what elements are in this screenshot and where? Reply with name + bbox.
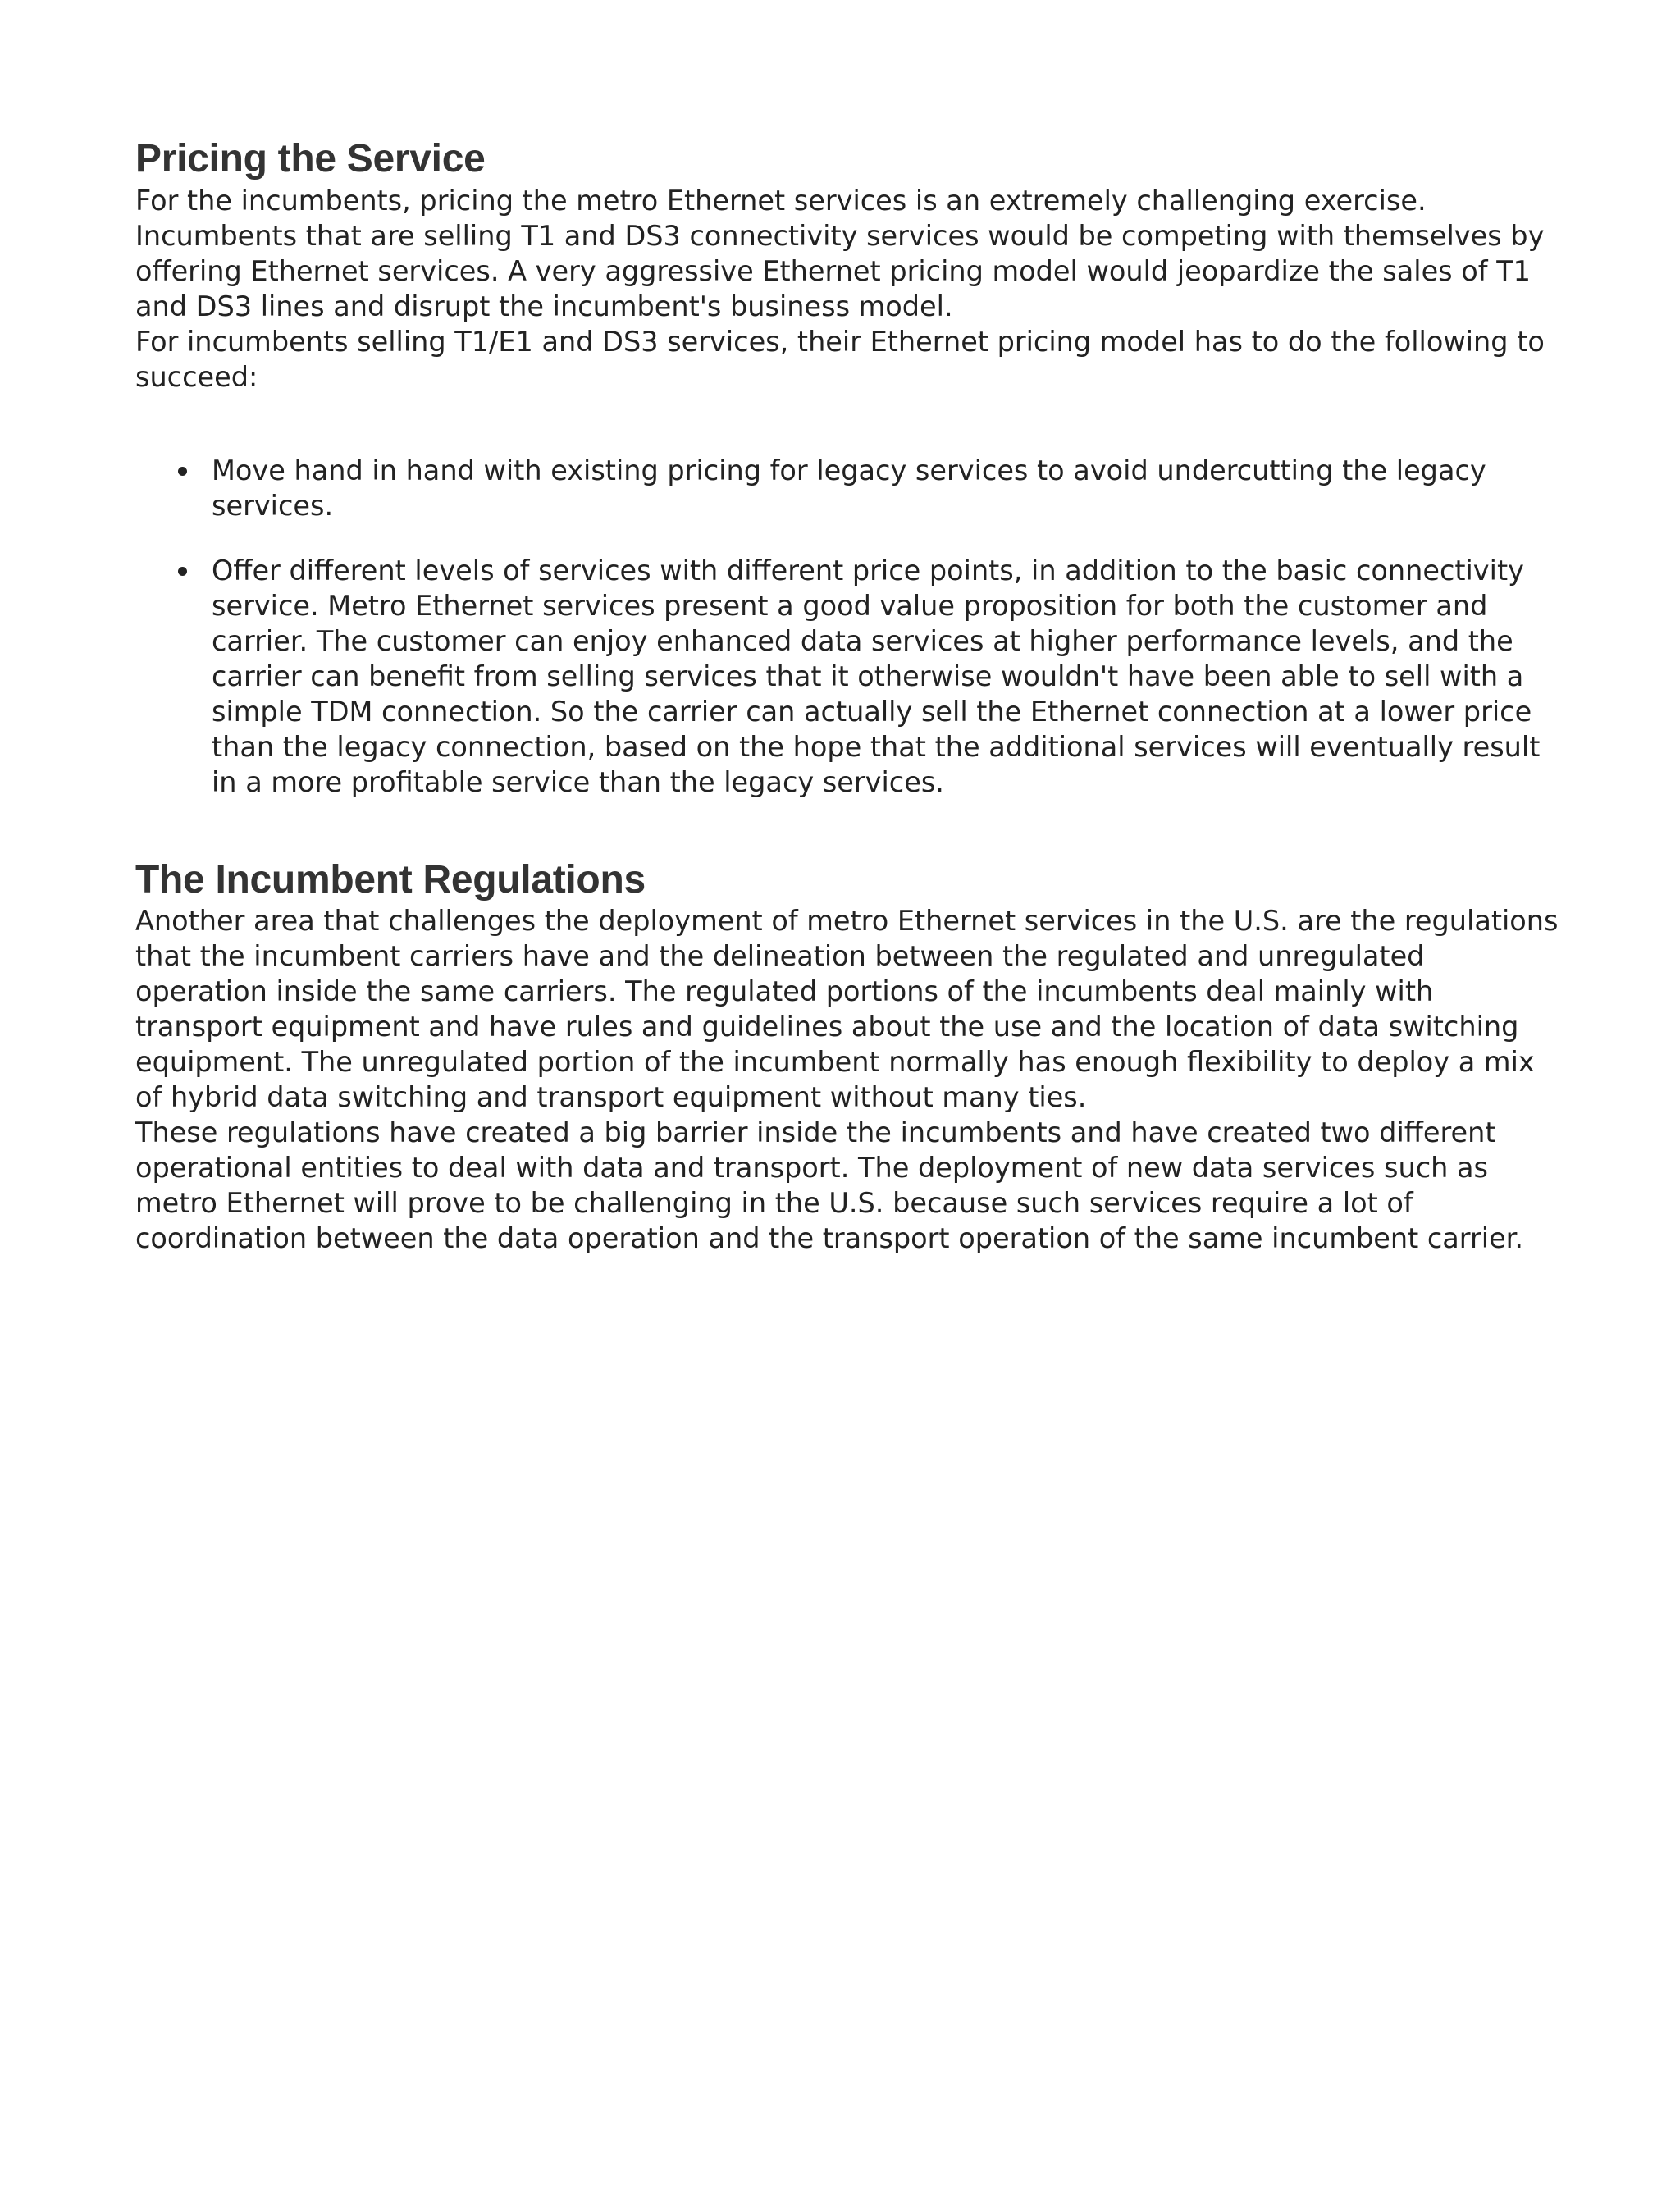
paragraph: These regulations have created a big barrier inside the incumbents and have created two different operational entities to deal with data and transport. The deployment of new data services such as metro Ethernet will prove to be challenging in the U.S. because such services require a lot of coordination between the data operation and the transport operation of the same incumbent carrier. (135, 1116, 1524, 1255)
paragraph: For incumbents selling T1/E1 and DS3 services, their Ethernet pricing model has to do the following to succeed: (135, 325, 1545, 393)
list-item-text: Offer different levels of services with different price points, in addition to the basic connectivity service. Metro Ethernet services present a good value proposition for both the customer and carrier. The customer can enjoy enhanced data services at higher performance levels, and the carrier can benefit from selling services that it otherwise wouldn't have been able to sell with a simple TDM connection. So the carrier can actually sell the Ethernet connection at a lower price than the legacy connection, based on the hope that the additional services will eventually result in a more profitable service than the legacy services. (212, 554, 1541, 798)
list-item (135, 453, 1563, 523)
list-item (135, 553, 1563, 800)
section-heading-regulations: The Incumbent Regulations (135, 857, 646, 902)
section-heading-wrapper (135, 856, 1563, 904)
paragraph: Another area that challenges the deployment of metro Ethernet services in the U.S. are the regulations that the incumbent carriers have and the delineation between the regulated and unregulated operation inside the same carriers. The regulated portions of the incumbents deal mainly with transport equipment and have rules and guidelines about the use and the location of data switching equipment. The unregulated portion of the incumbent normally has enough flexibility to deploy a mix of hybrid data switching and transport equipment without many ties. (135, 905, 1559, 1114)
bullet-icon (178, 567, 187, 576)
bullet-icon (178, 467, 187, 476)
bullet-list (135, 453, 1563, 800)
section-heading-pricing: Pricing the Service (135, 137, 486, 180)
document-page (135, 135, 1563, 1256)
list-item-text: Move hand in hand with existing pricing for legacy services to avoid undercutting the legacy services. (212, 454, 1486, 522)
paragraph: For the incumbents, pricing the metro Ethernet services is an extremely challenging exercise. Incumbents that are selling T1 and DS3 connectivity services would be competing with themselves by offering Ethernet services. A very aggressive Ethernet pricing model would jeopardize the sales of T1 and DS3 lines and disrupt the incumbent's business model. (135, 184, 1545, 322)
